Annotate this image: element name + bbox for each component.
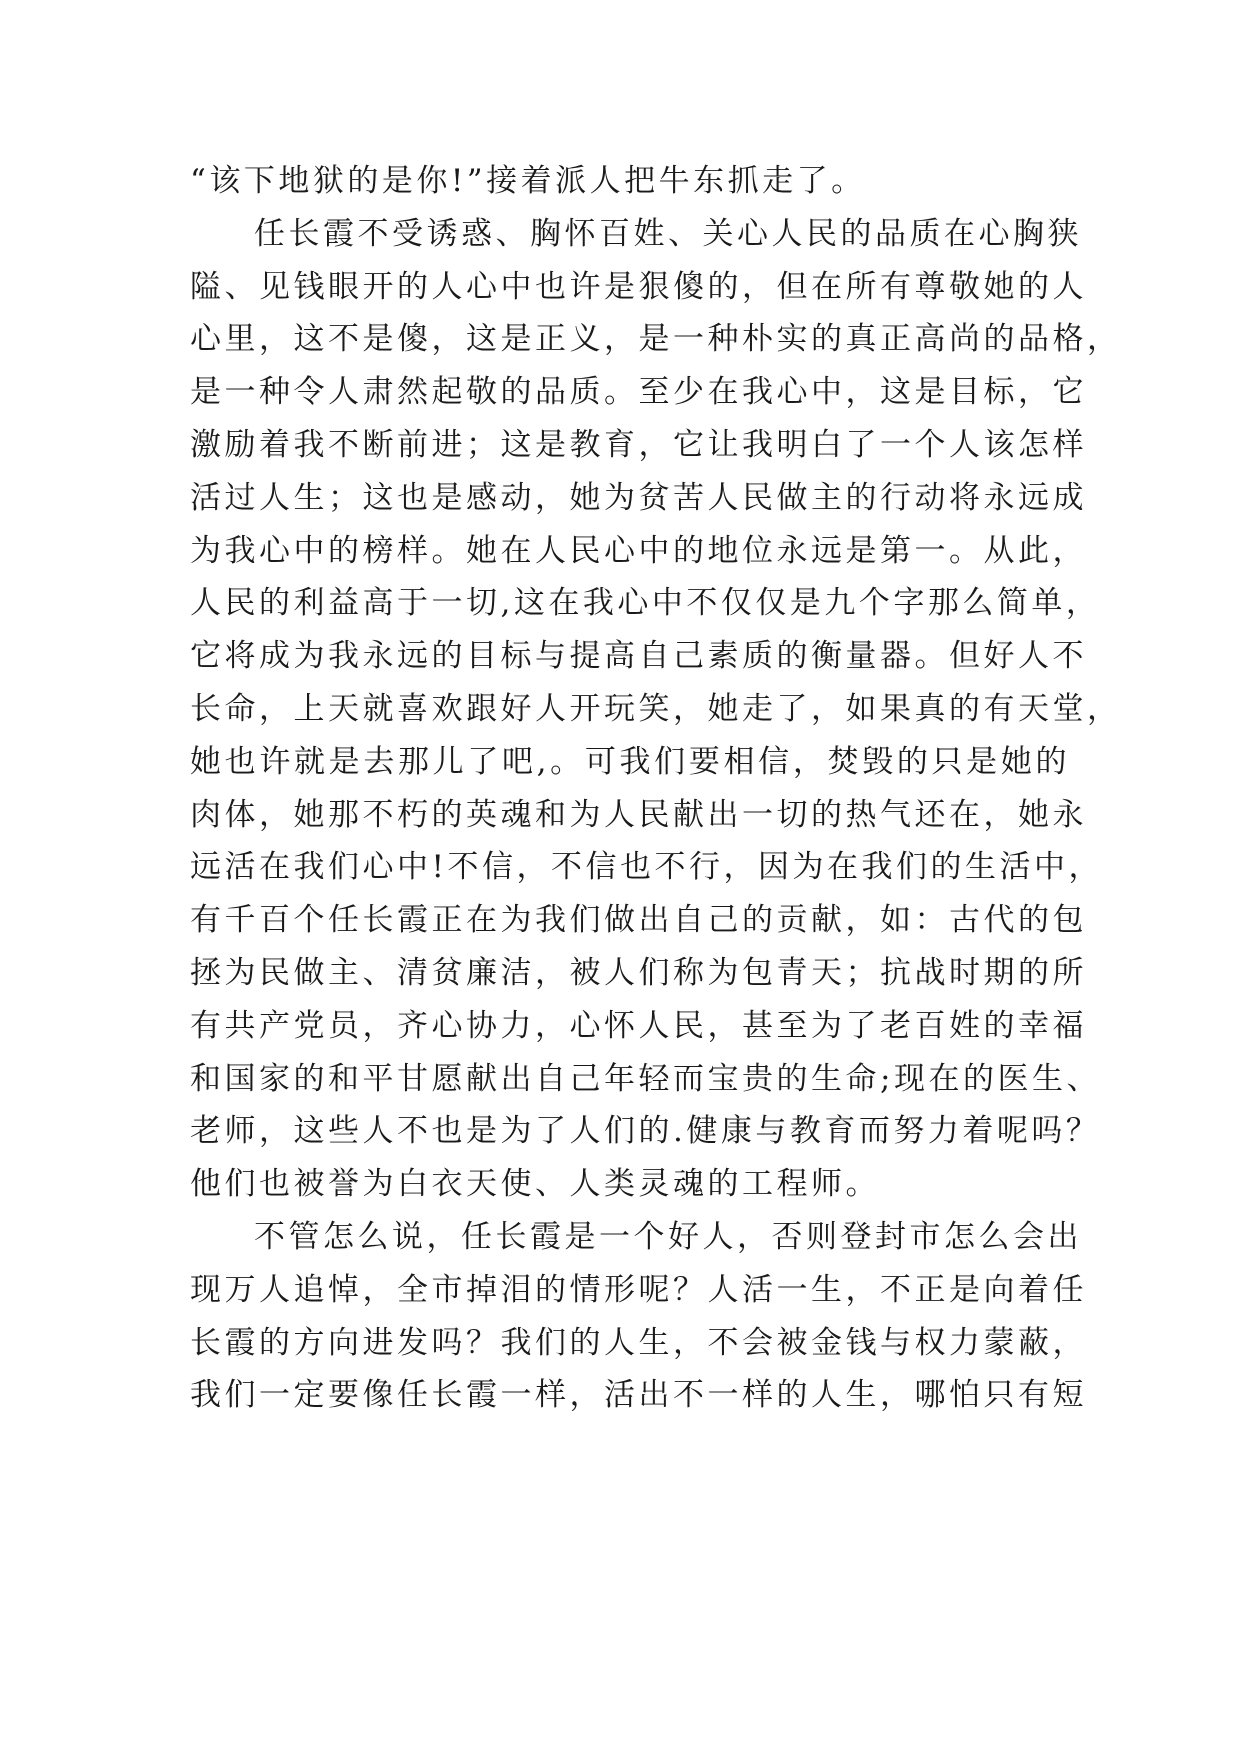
paragraph-first-line: 任长霞不受诱惑、胸怀百姓、关心人民的品质在心胸狭 <box>254 215 1082 252</box>
text-line: 长霞的方向进发吗？我们的人生，不会被金钱与权力蒙蔽， <box>190 1324 1087 1361</box>
body-text <box>190 155 1122 1422</box>
paragraph-first-line: 不管怎么说，任长霞是一个好人，否则登封市怎么会出 <box>254 1218 1082 1255</box>
text-line: 她也许就是去那儿了吧,。可我们要相信，焚毁的只是她的 <box>190 743 1070 780</box>
text-line: 是一种令人肃然起敬的品质。至少在我心中，这是目标，它 <box>190 374 1087 411</box>
text-line: “该下地狱的是你!”接着派人把牛东抓走了。 <box>190 163 866 199</box>
text-line: 有共产党员，齐心协力，心怀人民，甚至为了老百姓的幸福 <box>190 1007 1087 1044</box>
text-line: 活过人生；这也是感动，她为贫苦人民做主的行动将永远成 <box>190 479 1087 516</box>
text-line: 肉体，她那不朽的英魂和为人民献出一切的热气还在，她永 <box>190 796 1087 833</box>
text-line: 隘、见钱眼开的人心中也许是狠傻的，但在所有尊敬她的人 <box>190 268 1087 305</box>
text-line: 我们一定要像任长霞一样，活出不一样的人生，哪怕只有短 <box>190 1377 1087 1414</box>
text-line: 人民的利益高于一切,这在我心中不仅仅是九个字那么简单， <box>190 585 1101 622</box>
text-line: 它将成为我永远的目标与提高自己素质的衡量器。但好人不 <box>190 638 1087 675</box>
text-line: 老师，这些人不也是为了人们的.健康与教育而努力着呢吗？ <box>190 1113 1101 1150</box>
text-line: 和国家的和平甘愿献出自己年轻而宝贵的生命;现在的医生、 <box>190 1060 1101 1097</box>
text-line: 他们也被誉为白衣天使、人类灵魂的工程师。 <box>190 1166 880 1203</box>
text-line: 有千百个任长霞正在为我们做出自己的贡献，如：古代的包 <box>190 902 1087 939</box>
text-line: 现万人追悼，全市掉泪的情形呢？人活一生，不正是向着任 <box>190 1271 1087 1308</box>
text-line: 为我心中的榜样。她在人民心中的地位永远是第一。从此， <box>190 532 1087 569</box>
text-line: 心里，这不是傻，这是正义，是一种朴实的真正高尚的品格， <box>190 321 1122 358</box>
text-line: 激励着我不断前进；这是教育，它让我明白了一个人该怎样 <box>190 426 1087 463</box>
text-line: 拯为民做主、清贫廉洁，被人们称为包青天；抗战时期的所 <box>190 954 1087 991</box>
text-line: 长命，上天就喜欢跟好人开玩笑，她走了，如果真的有天堂， <box>190 690 1122 727</box>
text-line: 远活在我们心中!不信，不信也不行，因为在我们的生活中， <box>190 849 1103 886</box>
